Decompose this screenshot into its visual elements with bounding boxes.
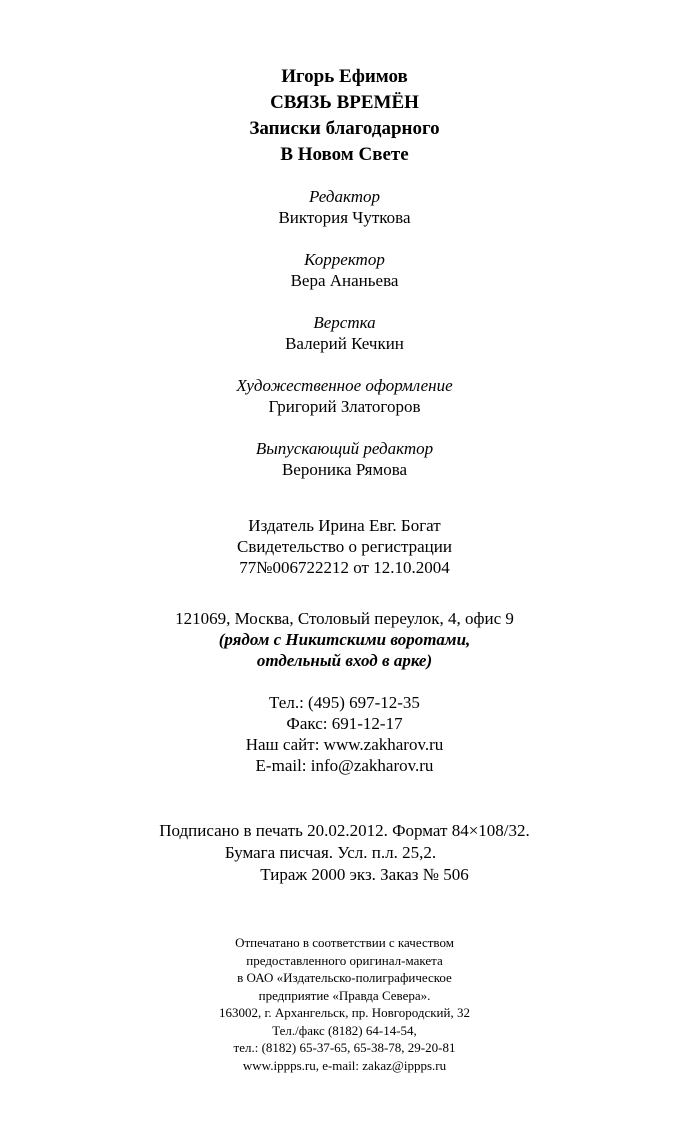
email: E-mail: info@zakharov.ru: [255, 756, 434, 775]
printing-line-3: в ОАО «Издательско-полиграфическое: [237, 970, 452, 985]
printing-line-1: Отпечатано в соответствии с качеством: [235, 935, 454, 950]
credit-name: Григорий Златогоров: [268, 397, 421, 416]
credit-layout: [0, 312, 689, 354]
credit-editor: [0, 186, 689, 228]
book-title-block: [0, 64, 689, 168]
fax: Факс: 691-12-17: [286, 714, 403, 733]
credit-name: Вера Ананьева: [290, 271, 399, 290]
address-block: [0, 608, 689, 671]
book-title: СВЯЗЬ ВРЕМЁН: [270, 92, 419, 113]
printing-house-block: [0, 934, 689, 1074]
publisher-name: Издатель Ирина Евг. Богат: [248, 516, 441, 535]
credit-name: Виктория Чуткова: [278, 208, 411, 227]
credit-art-design: [0, 375, 689, 417]
credit-name: Вероника Рямова: [281, 460, 408, 479]
contacts-block: [0, 692, 689, 776]
printing-address: 163002, г. Архангельск, пр. Новгородский, 32: [219, 1005, 470, 1020]
printing-line-4: предприятие «Правда Севера».: [258, 987, 431, 1003]
registration-number: 77№006722212 от 12.10.2004: [239, 558, 450, 577]
paper-info: Бумага писчая. Усл. п.л. 25,2.: [224, 843, 437, 862]
book-subtitle-line-2: В Новом Свете: [280, 144, 409, 165]
phone: Тел.: (495) 697-12-35: [269, 693, 420, 712]
credit-role: Верстка: [313, 313, 376, 332]
registration-label: Свидетельство о регистрации: [237, 537, 452, 556]
credit-role: Корректор: [304, 250, 385, 269]
printing-web-email: www.ippps.ru, e-mail: zakaz@ippps.ru: [242, 1057, 447, 1073]
signed-to-print: Подписано в печать 20.02.2012. Формат 84×108/32.: [159, 821, 530, 840]
print-run: Тираж 2000 экз. Заказ № 506: [260, 865, 469, 884]
street-address: 121069, Москва, Столовый переулок, 4, офис 9: [175, 609, 514, 628]
address-note-line-2: отдельный вход в арке): [256, 651, 433, 670]
printing-phone-fax: Тел./факс (8182) 64-14-54,: [272, 1022, 417, 1038]
credit-role: Редактор: [309, 187, 380, 206]
printing-line-2: предоставленного оригинал-макета: [246, 952, 443, 968]
credit-managing-editor: [0, 438, 689, 480]
book-subtitle-line-1: Записки благодарного: [249, 118, 440, 139]
printing-phones: тел.: (8182) 65-37-65, 65-38-78, 29-20-81: [233, 1040, 456, 1055]
author-name: Игорь Ефимов: [281, 66, 408, 87]
publisher-block: [0, 515, 689, 578]
credit-role: Выпускающий редактор: [255, 439, 434, 458]
credit-proofreader: [0, 249, 689, 291]
credit-name: Валерий Кечкин: [285, 334, 404, 353]
website: Наш сайт: www.zakharov.ru: [245, 735, 444, 754]
address-note-line-1: (рядом с Никитскими воротами,: [218, 630, 471, 649]
print-specs-block: [0, 820, 689, 886]
credit-role: Художественное оформление: [236, 376, 453, 395]
